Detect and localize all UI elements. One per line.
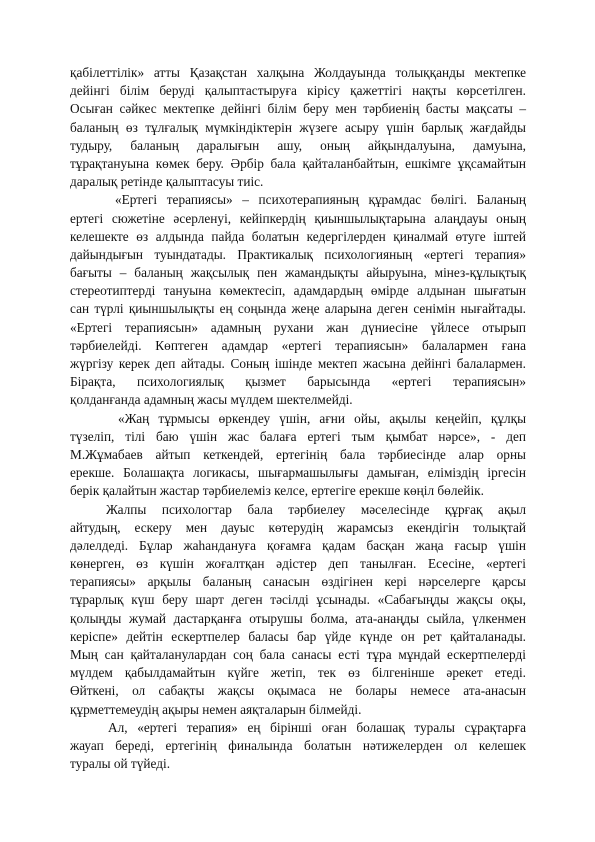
text-line: «Ертегі терапиясын» адамның рухани жан дүниесіне үйлесе отырып xyxy=(70,319,526,335)
text-line: қабілеттілік» атты Қазақстан халқына Жолдауында толыққанды мектепке xyxy=(70,65,526,80)
text-line: дәлелдеді. Бұлар жаһандануға қоғамға қадам басқан жаңа ғасыр үшін xyxy=(70,537,526,553)
text-line: Ал, «ертегі терапия» ең бірінші оған болашақ туралы сұрақтарға xyxy=(108,719,526,735)
text-line: даралық ретінде қалыптасуы тиіс. xyxy=(70,174,264,190)
text-line: тудыру, баланың даралығын ашу, оның айқындалуына, дамуына, xyxy=(70,137,526,153)
text-line: ертегі сюжетіне әсерленуі, кейіпкердің қиыншылықтарына алаңдауы оның xyxy=(70,210,526,226)
text-line: келешекте өз алдында пайда болатын кедергілерден қиналмай өтуге іштей xyxy=(70,228,526,244)
text-line: «Ертегі терапиясы» – психотерапияның құрамдас бөлігі. Баланың xyxy=(115,192,526,208)
text-line: ерекше. Болашақта логикасы, шығармашылығы дамыған, еліміздің іргесін xyxy=(70,465,526,481)
text-line: Өйткені, ол сабақты жақсы оқымаса не болары немесе ата-анасын xyxy=(70,683,526,699)
text-line: мүлдем қабылдамайтын күйге жетіп, тек өз білгенінше әрекет етеді. xyxy=(70,665,526,681)
text-line: Жалпы психологтар бала тәрбиелеу мәселесінде құрғақ ақыл xyxy=(106,501,526,517)
text-line: баланың өз тұлғалық мүмкіндіктерін жүзеге асыру үшін барлық жағдайды xyxy=(70,119,526,135)
text-line: жауап береді, ертегінің финалында болатын нәтижелерден ол келешек xyxy=(70,737,526,753)
text-line: жүргізу керек деп айтады. Соның ішінде мектеп жасына дейінгі балалармен. xyxy=(70,356,526,371)
text-line: дейінгі білім беруді қалыптастыруға кірісу қажеттігі нақты көрсетілген. xyxy=(70,83,526,99)
text-line: түзеліп, тілі баю үшін жас балаға ертегі тым қымбат нәрсе», - деп xyxy=(70,428,526,444)
text-line: айтудың, ескеру мен дауыс көтерудің жарамсыз екендігін толықтай xyxy=(70,519,526,535)
text-line: тұрарлық күш беру шарт деген тәсілді ұсынады. «Сабағыңды жақсы оқы, xyxy=(70,592,526,608)
text-line: тұрақтануына көмек беру. Әрбір бала қайталанбайтын, ешкімге ұқсамайтын xyxy=(70,155,526,171)
document-page xyxy=(70,64,526,773)
text-line: туралы ой түйеді. xyxy=(70,756,171,772)
text-line: М.Жұмабаев айтып кеткендей, ертегінің бала тәрбиесінде алар орны xyxy=(70,446,526,462)
text-line: қолданғанда адамның жасы мүлдем шектелмейді. xyxy=(70,392,353,408)
text-line: бағыты – баланың жақсылық пен жамандықты айыруына, мінез-құлықтық xyxy=(70,265,526,281)
text-line: терапиясы» арқылы баланың санасын өздігінен кері нәрселерге қарсы xyxy=(70,574,526,590)
text-line: берік қалайтын жастар тәрбиелеміз келсе, ертегіге ерекше көңіл бөлейік. xyxy=(70,483,484,499)
text-line: сан түрлі қиыншылықты ең соңында жеңе аларына деген сенімін нығайтады. xyxy=(70,301,526,317)
text-line: стереотиптерді тануына көмектесіп, адамдардың өмірде алдынан шығатын xyxy=(70,283,526,299)
text-line: «Жаң тұрмысы өркендеу үшін, ағни ойы, ақылы кеңейіп, құлқы xyxy=(118,410,526,426)
text-line: керіспе» дейтін ескертпелер баласы бар үйде күнде он рет қайталанады. xyxy=(70,628,526,644)
text-line: қолыңды жумай дастарқанға отырушы болма, ата-анаңды сыйла, үлкенмен xyxy=(70,610,526,626)
text-line: Осыған сәйкес мектепке дейінгі білім беру мен тәрбиенің басты мақсаты – xyxy=(70,101,526,117)
text-line: Мың сан қайталанулардан соң бала санасы есті тұра мұндай ескертпелерді xyxy=(70,647,526,662)
text-line: дайындығын туындатады. Практикалық психологияның «ертегі терапия» xyxy=(70,246,526,262)
text-line: тәрбиелейді. Көптеген адамдар «ертегі терапиясын» балалармен ғана xyxy=(70,337,526,353)
text-line: Бірақта, психологиялық қызмет барысында «ертегі терапиясын» xyxy=(70,374,526,390)
text-line: құрметтемеудің ақыры немен аяқталарын білмейді. xyxy=(70,701,362,717)
text-line: көнерген, өз күшін жоғалтқан әдістер деп танылған. Есесіне, «ертегі xyxy=(70,556,526,572)
